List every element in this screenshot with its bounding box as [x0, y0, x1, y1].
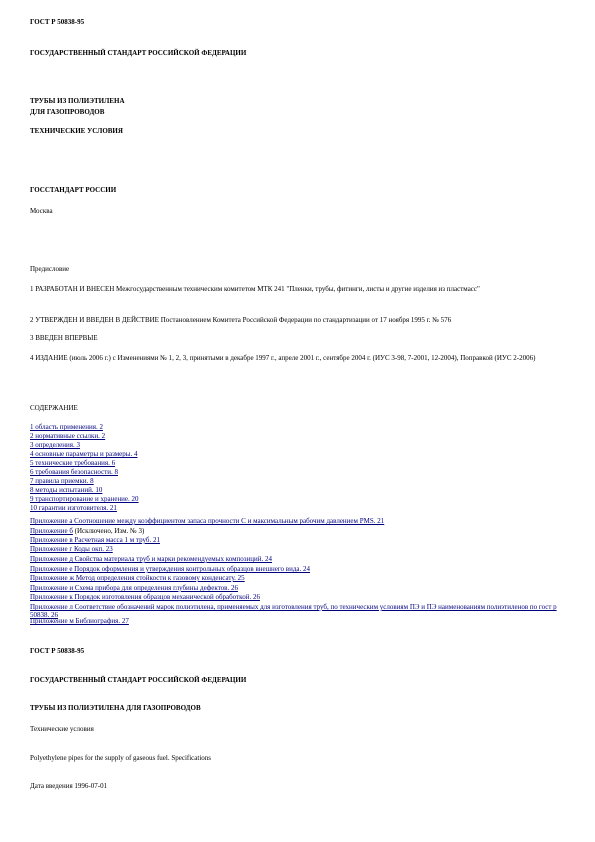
body-state-standard: ГОСУДАРСТВЕННЫЙ СТАНДАРТ РОССИЙСКОЙ ФЕДЕРАЦИИ	[30, 676, 247, 684]
toc-item	[30, 527, 575, 535]
toc-item	[30, 584, 575, 592]
toc-item	[30, 574, 575, 582]
toc-item	[30, 536, 575, 544]
toc-item	[30, 459, 575, 467]
toc-item	[30, 495, 575, 503]
toc-link[interactable]: Приложение м Библиография. 27	[30, 617, 129, 625]
toc-item	[30, 468, 575, 476]
toc-item	[30, 477, 575, 485]
toc-link[interactable]: Приложение ж Метод определения стойкости к газовому конденсату. 25	[30, 574, 245, 582]
toc-link[interactable]: Приложение и Схема прибора для определения глубины дефектов. 26	[30, 584, 238, 592]
toc-item	[30, 486, 575, 494]
introduction-date: Дата введения 1996-07-01	[30, 782, 108, 790]
foreword-item-2: 2 УТВЕРЖДЕН И ВВЕДЕН В ДЕЙСТВИЕ Постановлением Комитета Российской Федерации по стандартизации от 17 ноября 1995 г. № 576	[30, 316, 452, 324]
toc-link[interactable]: 5 технические требования. 6	[30, 459, 116, 467]
toc-item	[30, 555, 575, 563]
toc-link[interactable]: 6 требования безопасности. 8	[30, 468, 119, 476]
standard-code: ГОСТ Р 50838-95	[30, 18, 85, 26]
toc-link[interactable]: Приложение б	[30, 527, 73, 535]
toc-item	[30, 423, 575, 431]
english-title: Polyethylene pipes for the supply of gaseous fuel. Specifications	[30, 754, 211, 762]
toc-link[interactable]: 1 область применения. 2	[30, 423, 103, 431]
toc-link[interactable]: 4 основные параметры и размеры. 4	[30, 450, 138, 458]
toc-item	[30, 545, 575, 553]
toc-link[interactable]: Приложение в Расчетная масса 1 м труб. 21	[30, 536, 160, 544]
toc-link[interactable]: 3 определения. 3	[30, 441, 80, 449]
toc-item	[30, 450, 575, 458]
publisher: ГОССТАНДАРТ РОССИИ	[30, 186, 117, 194]
toc-link[interactable]: 7 правила приемки. 8	[30, 477, 94, 485]
toc-item	[30, 617, 575, 625]
state-standard-heading: ГОСУДАРСТВЕННЫЙ СТАНДАРТ РОССИЙСКОЙ ФЕДЕРАЦИИ	[30, 49, 247, 57]
foreword-item-4: 4 ИЗДАНИЕ (июль 2006 г.) с Изменениями № 1, 2, 3, принятыми в декабре 1997 г., апреле 2001 г., сентябре 2004 г. (ИУС 3-98, 7-2001, 12-2004), Поправкой (ИУС 2-2006)	[30, 354, 536, 362]
toc-item	[30, 504, 575, 512]
toc-link[interactable]: Приложение д Свойства материала труб и марки рекомендуемых композиций. 24	[30, 555, 273, 563]
toc-link[interactable]: 9 транспортирование и хранение. 20	[30, 495, 139, 503]
body-standard-code: ГОСТ Р 50838-95	[30, 647, 85, 655]
toc-link[interactable]: Приложение л Соответствие обозначений марок полиэтилена, применяемых для изготовления труб, по техническим условиям ПЭ и ПЭ наименованиям полиэтиленов по гост р 50838. 26	[30, 603, 557, 619]
title-line-2: ДЛЯ ГАЗОПРОВОДОВ	[30, 108, 105, 116]
toc-item	[30, 565, 575, 573]
toc-link[interactable]: Приложение а Соотношение между коэффициентом запаса прочности С и максимальным рабочим давлением РМS. 21	[30, 517, 385, 525]
toc-item-note: (Исключено, Изм. № 3)	[72, 527, 145, 535]
foreword-heading: Предисловие	[30, 265, 70, 273]
toc-link[interactable]: Приложение е Порядок оформления и утверждения контрольных образцов внешнего вида. 24	[30, 565, 311, 573]
foreword-item-3: 3 ВВЕДЕН ВПЕРВЫЕ	[30, 334, 98, 342]
title-line-1: ТРУБЫ ИЗ ПОЛИЭТИЛЕНА	[30, 97, 125, 105]
toc-link[interactable]: Приложение к Порядок изготовления образцов механической обработкой. 26	[30, 593, 260, 601]
toc-link[interactable]: 8 методы испытаний. 10	[30, 486, 103, 494]
toc-item	[30, 432, 575, 440]
toc-link[interactable]: Приложение г Коды окп. 23	[30, 545, 113, 553]
body-spec: Технические условия	[30, 725, 94, 733]
toc-item	[30, 593, 575, 601]
city: Москва	[30, 207, 53, 215]
toc-item	[30, 441, 575, 449]
toc-heading: СОДЕРЖАНИЕ	[30, 404, 78, 412]
toc-item	[30, 517, 575, 525]
body-title: ТРУБЫ ИЗ ПОЛИЭТИЛЕНА ДЛЯ ГАЗОПРОВОДОВ	[30, 704, 201, 712]
foreword-item-1: 1 РАЗРАБОТАН И ВНЕСЕН Межгосударственным техническим комитетом МТК 241 "Пленки, трубы, фитинги, листы и другие изделия из пластмасс"	[30, 285, 480, 293]
toc-link[interactable]: 2 нормативные ссылки. 2	[30, 432, 106, 440]
spec-heading: ТЕХНИЧЕСКИЕ УСЛОВИЯ	[30, 127, 123, 135]
toc-link[interactable]: 10 гарантии изготовителя. 21	[30, 504, 117, 512]
